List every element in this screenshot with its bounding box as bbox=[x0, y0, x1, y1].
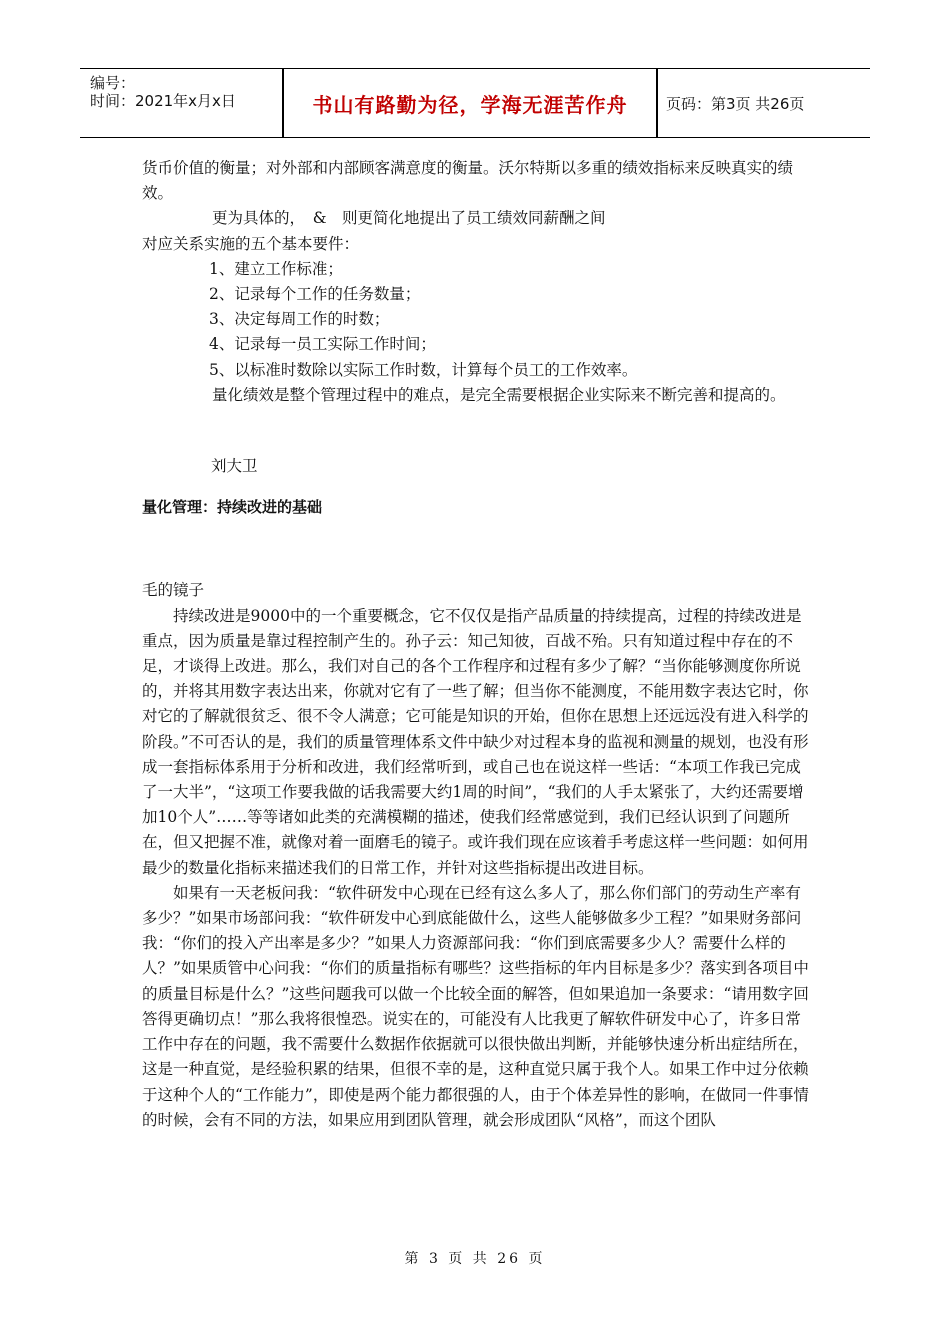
list-item: 3、决定每周工作的时数； bbox=[209, 310, 390, 329]
requirements-list bbox=[142, 257, 810, 383]
header-divider bbox=[656, 69, 658, 137]
paragraph: 量化绩效是整个管理过程中的难点，是完全需要根据企业实际来不断完善和提高的。 bbox=[212, 385, 786, 404]
header-page-label: 页码：第3页 共26页 bbox=[666, 94, 805, 113]
header-meta bbox=[80, 69, 282, 137]
section-heading: 量化管理：持续改进的基础 bbox=[142, 498, 323, 517]
paragraph: 持续改进是9000中的一个重要概念，它不仅仅是指产品质量的持续提高，过程的持续改进是重点，因为质量是靠过程控制产生的。孙子云：知己知彼，百战不殆。只有知道过程中存在的不足，才谈得上改进。那么，我们对自己的各个工作程序和过程有多少了解？“当你能够测度你所说的，并将其用数字表达出来，你就对它有了一些了解；但当你不能测度，不能用数字表达它时，你对它的了解就很贫乏、很不令人满意；它可能是知识的开始，但你在思想上还远远没有进入科学的阶段。”不可否认的是，我们的质量管理体系文件中缺少对过程本身的监视和测量的规划，也没有形成一套指标体系用于分析和改进，我们经常听到，或自己也在说这样一些话：“本项工作我已完成了一大半”，“这项工作要我做的话我需要大约1周的时间”，“我们的人手太紧张了，大约还需要增加10个人”……等等诸如此类的充满模糊的描述，使我们经常感觉到，我们已经认识到了问题所在，但又把握不准，就像对着一面磨毛的镜子。或许我们现在应该着手考虑这样一些问题：如何用最少的数量化指标来描述我们的日常工作，并针对这些指标提出改进目标。 bbox=[142, 606, 809, 877]
list-item: 4、记录每一员工实际工作时间； bbox=[209, 335, 436, 354]
list-item: 1、建立工作标准； bbox=[209, 259, 343, 278]
paragraph: 货币价值的衡量；对外部和内部顾客满意度的衡量。沃尔特斯以多重的绩效指标来反映真实的绩效。 bbox=[142, 159, 794, 203]
list-item: 2、记录每个工作的任务数量； bbox=[209, 285, 421, 304]
header-motto: 书山有路勤为径，学海无涯苦作舟 bbox=[312, 92, 628, 117]
author-name: 刘大卫 bbox=[211, 457, 258, 476]
page-footer: 第 3 页 共 26 页 bbox=[404, 1251, 546, 1267]
document-body bbox=[142, 156, 810, 1133]
list-item: 5、以标准时数除以实际工作时数，计算每个员工的工作效率。 bbox=[209, 360, 638, 379]
page-header bbox=[80, 68, 870, 138]
paragraph: 如果有一天老板问我：“软件研发中心现在已经有这么多人了，那么你们部门的劳动生产率有多少？”如果市场部问我：“软件研发中心到底能做什么，这些人能够做多少工程？”如果财务部问我：“你们的投入产出率是多少？”如果人力资源部问我：“你们到底需要多少人？需要什么样的人？”如果质管中心问我：“你们的质量指标有哪些？这些指标的年内目标是多少？落实到各项目中的质量目标是什么？”这些问题我可以做一个比较全面的解答，但如果追加一条要求：“请用数字回答得更确切点！”那么我将很惶恐。说实在的，可能没有人比我更了解软件研发中心了，许多日常工作中存在的问题，我不需要什么数据作依据就可以很快做出判断，并能够快速分析出症结所在，这是一种直觉，是经验积累的结果，但很不幸的是，这种直觉只属于我个人。如果工作中过分依赖于这种个人的“工作能力”，即使是两个能力都很强的人，由于个体差异性的影响，在做同一件事情的时候，会有不同的方法，如果应用到团队管理，就会形成团队“风格”，而这个团队 bbox=[142, 883, 809, 1129]
subheading: 毛的镜子 bbox=[142, 581, 205, 600]
paragraph: 更为具体的， & 则更简化地提出了员工绩效同薪酬之间 bbox=[212, 209, 606, 228]
number-label: 编号： bbox=[90, 74, 136, 92]
paragraph: 对应关系实施的五个基本要件： bbox=[142, 234, 360, 253]
time-label: 时间：2021年x月x日 bbox=[90, 92, 236, 110]
